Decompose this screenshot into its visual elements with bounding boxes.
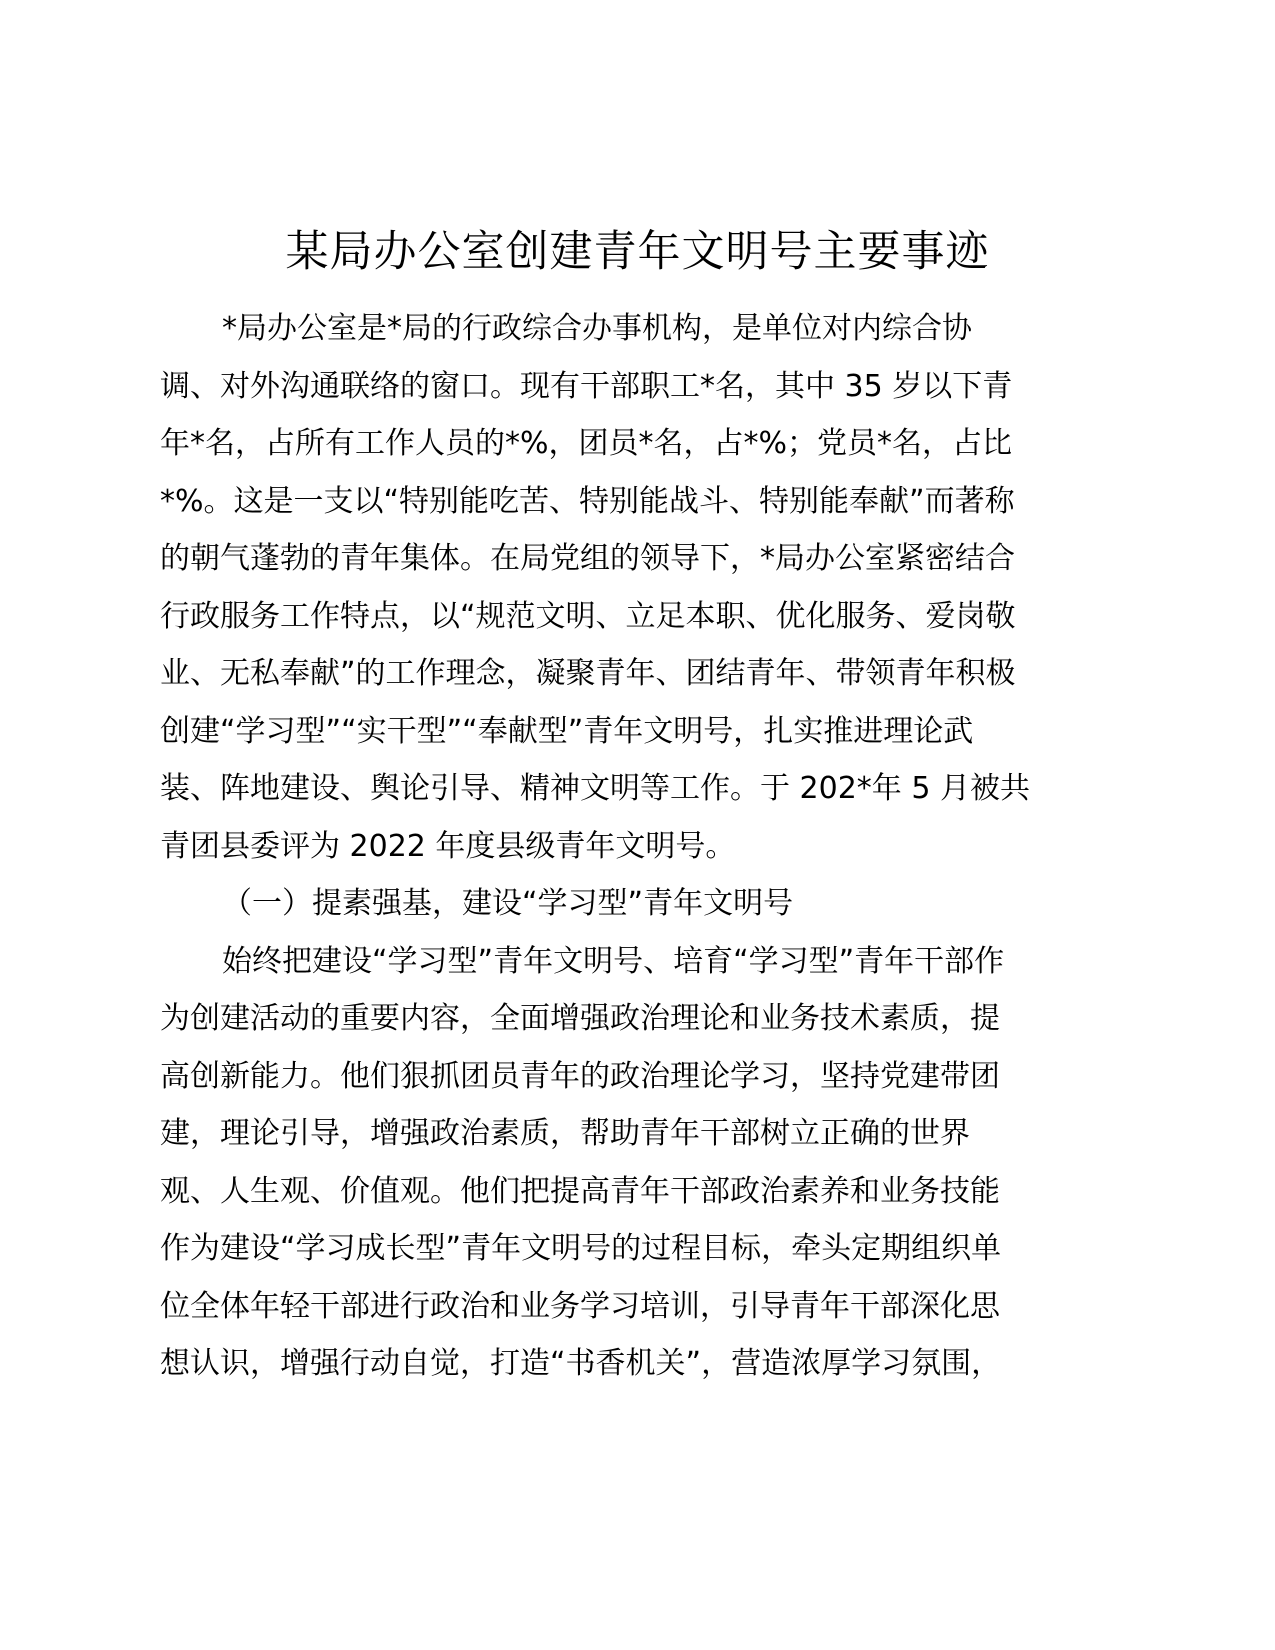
paragraph-line: 装、阵地建设、舆论引导、精神文明等工作。于 202*年 5 月被共: [160, 771, 1030, 806]
document-body: [160, 300, 1080, 1393]
paragraph-line: 作为建设“学习成长型”青年文明号的过程目标，牵头定期组织单: [160, 1231, 1002, 1266]
paragraph-line: *%。这是一支以“特别能吃苦、特别能战斗、特别能奉献”而著称: [160, 483, 1015, 519]
paragraph-line: 创建“学习型”“实干型”“奉献型”青年文明号，扎实推进理论武: [160, 713, 974, 749]
paragraph-line: 为创建活动的重要内容，全面增强政治理论和业务技术素质，提: [160, 1001, 1000, 1036]
paragraph-line: 高创新能力。他们狠抓团员青年的政治理论学习，坚持党建带团: [160, 1058, 1000, 1094]
paragraph-line: 行政服务工作特点，以“规范文明、立足本职、优化服务、爱岗敬: [160, 598, 1016, 634]
paragraph-line: 始终把建设“学习型”青年文明号、培育“学习型”青年干部作: [222, 943, 1005, 979]
paragraph-line: 观、人生观、价值观。他们把提高青年干部政治素养和业务技能: [160, 1173, 1000, 1209]
paragraph-line: 想认识，增强行动自觉，打造“书香机关”，营造浓厚学习氛围，: [160, 1346, 1002, 1381]
document-title: 某局办公室创建青年文明号主要事迹: [285, 227, 990, 277]
paragraph-line: 调、对外沟通联络的窗口。现有干部职工*名，其中 35 岁以下青: [160, 368, 1013, 404]
paragraph-line: 建，理论引导，增强政治素质，帮助青年干部树立正确的世界: [160, 1116, 970, 1151]
paragraph-line: 业、无私奉献”的工作理念，凝聚青年、团结青年、带领青年积极: [160, 656, 1016, 691]
section-heading: （一）提素强基，建设“学习型”青年文明号: [222, 886, 794, 921]
paragraph-line: 的朝气蓬勃的青年集体。在局党组的领导下，*局办公室紧密结合: [160, 541, 1015, 576]
paragraph-line: 青团县委评为 2022 年度县级青年文明号。: [160, 828, 736, 864]
paragraph-line: 年*名，占所有工作人员的*%，团员*名，占*%；党员*名，占比: [160, 426, 1013, 461]
paragraph-line: 位全体年轻干部进行政治和业务学习培训，引导青年干部深化思: [160, 1288, 1000, 1324]
paragraph-line: *局办公室是*局的行政综合办事机构，是单位对内综合协: [222, 311, 972, 346]
